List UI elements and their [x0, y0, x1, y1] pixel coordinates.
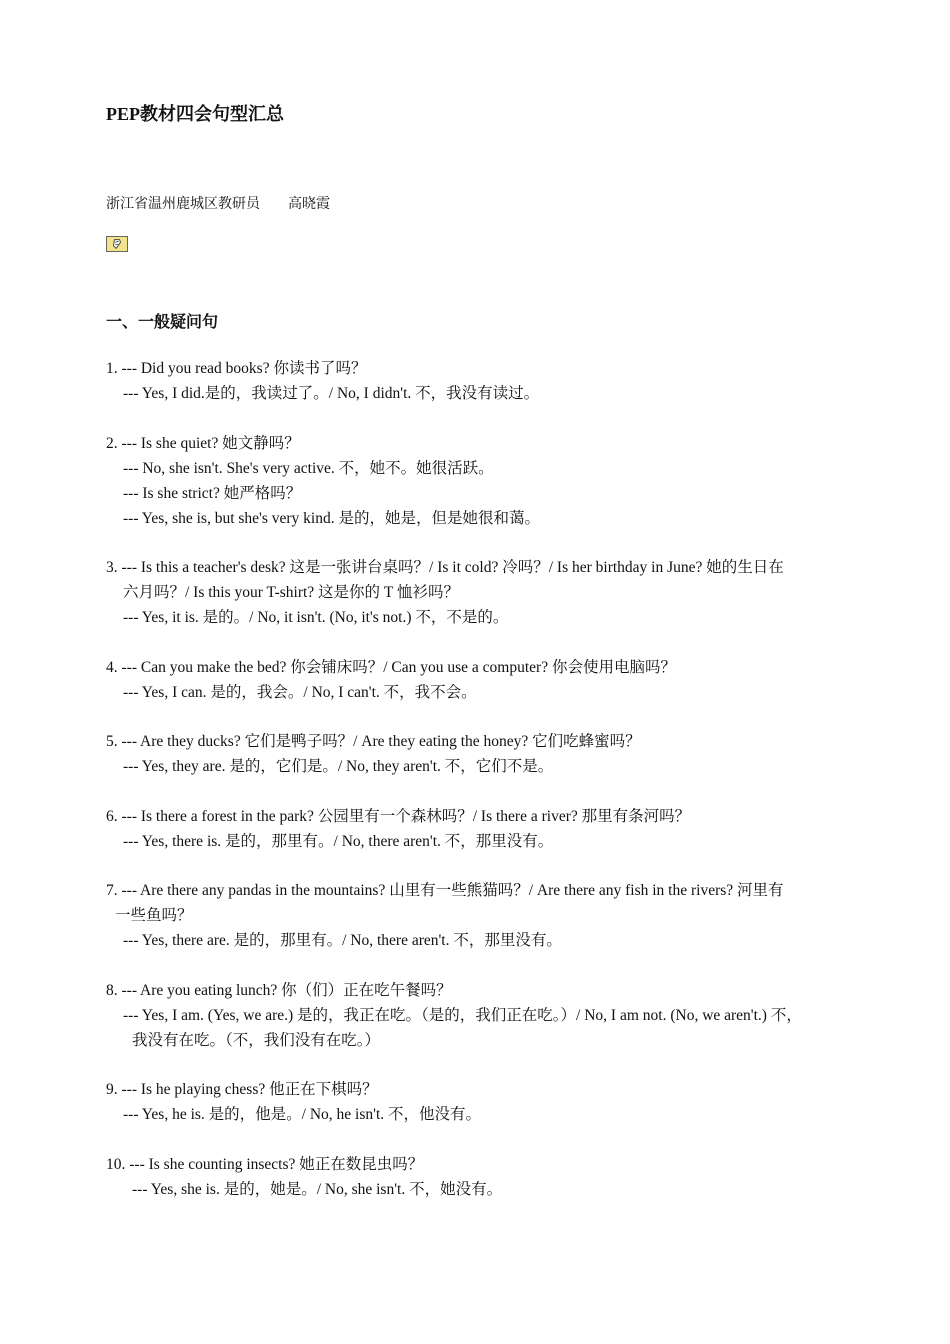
- question-list: [106, 356, 851, 1226]
- item-line: --- Yes, he is. 是的，他是。/ No, he isn't. 不，他没有。: [123, 1106, 481, 1123]
- item-line: --- Yes, I can. 是的，我会。/ No, I can't. 不，我不会。: [123, 683, 477, 701]
- item-line: 3. --- Is this a teacher's desk? 这是一张讲台桌吗？/ Is it cold? 冷吗？/ Is her birthday in June? 她的生日在: [106, 559, 784, 576]
- author-line: [106, 193, 330, 213]
- list-item: [106, 356, 851, 406]
- item-line: 4. --- Can you make the bed? 你会铺床吗？/ Can you use a computer? 你会使用电脑吗？: [106, 658, 676, 676]
- item-line: 1. --- Did you read books? 你读书了吗？: [106, 360, 367, 377]
- item-line: 10. --- Is she counting insects? 她正在数昆虫吗？: [106, 1155, 424, 1173]
- document-title: PEP教材四会句型汇总: [106, 104, 284, 124]
- item-line: 8. --- Are you eating lunch? 你（们）正在吃午餐吗？: [106, 981, 452, 999]
- item-line: 5. --- Are they ducks? 它们是鸭子吗？/ Are they eating the honey? 它们吃蜂蜜吗？: [106, 733, 641, 750]
- attachment-icon[interactable]: [106, 236, 128, 252]
- item-line: 7. --- Are there any pandas in the mountains? 山里有一些熊猫吗？/ Are there any fish in the rivers? 河里有: [106, 882, 784, 899]
- author-name: 高晓霞: [288, 197, 330, 212]
- item-line: 9. --- Is he playing chess? 他正在下棋吗？: [106, 1081, 378, 1098]
- item-line: 6. --- Is there a forest in the park? 公园里有一个森林吗？/ Is there a river? 那里有条河吗？: [106, 807, 691, 825]
- item-line: --- Yes, she is. 是的，她是。/ No, she isn't. 不，她没有。: [132, 1180, 503, 1198]
- item-line: --- Yes, I am. (Yes, we are.) 是的，我正在吃。（是的，我们正在吃。）/ No, I am not. (No, we aren't.) 不，: [123, 1006, 802, 1024]
- author-organization: 浙江省温州鹿城区教研员: [106, 197, 260, 212]
- item-line: --- Yes, she is, but she's very kind. 是的，她是，但是她很和蔼。: [123, 509, 540, 527]
- list-item: [106, 1152, 851, 1202]
- list-item: [106, 878, 851, 953]
- list-item: [106, 978, 851, 1053]
- item-line: --- Yes, I did.是的，我读过了。/ No, I didn't. 不，我没有读过。: [123, 385, 540, 402]
- item-line: --- Is she strict? 她严格吗？: [123, 484, 302, 502]
- item-line: --- Yes, they are. 是的，它们是。/ No, they aren't. 不，它们不是。: [123, 758, 554, 775]
- item-line: --- No, she isn't. She's very active. 不，她不。她很活跃。: [123, 459, 494, 477]
- list-item: [106, 729, 851, 779]
- list-item: [106, 804, 851, 854]
- item-line: --- Yes, it is. 是的。/ No, it isn't. (No, it's not.) 不，不是的。: [123, 609, 509, 626]
- item-line: 2. --- Is she quiet? 她文静吗？: [106, 434, 300, 452]
- list-item: [106, 655, 851, 705]
- item-line: --- Yes, there are. 是的，那里有。/ No, there aren't. 不，那里没有。: [123, 932, 562, 949]
- item-line: 六月吗？/ Is this your T-shirt? 这是你的 T 恤衫吗？: [123, 584, 459, 601]
- item-line: 我没有在吃。（不，我们没有在吃。）: [132, 1031, 381, 1049]
- list-item: [106, 1077, 851, 1127]
- section-title: 一、一般疑问句: [106, 314, 219, 331]
- list-item: [106, 555, 851, 630]
- item-line: --- Yes, there is. 是的，那里有。/ No, there aren't. 不，那里没有。: [123, 832, 554, 850]
- list-item: [106, 431, 851, 531]
- item-line: 一些鱼吗？: [115, 907, 193, 924]
